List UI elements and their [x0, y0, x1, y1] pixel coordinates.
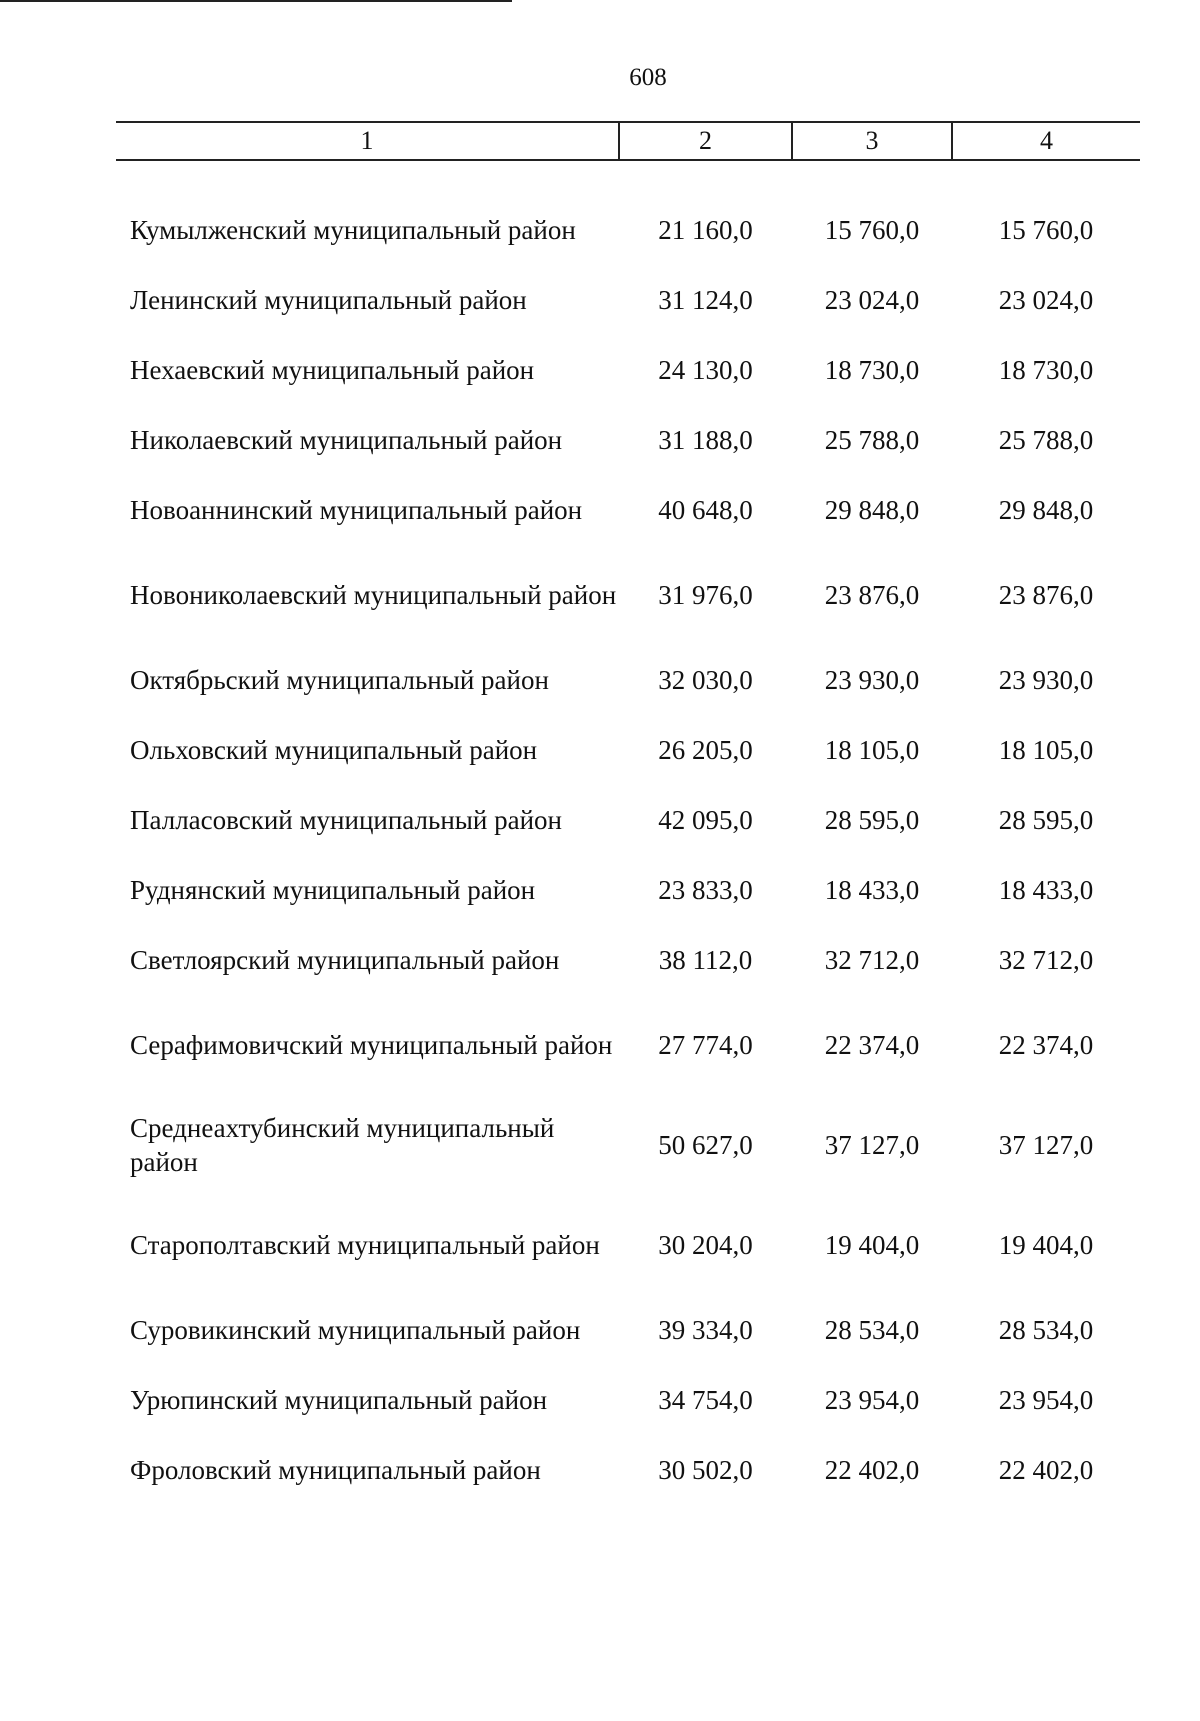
- district-name: Октябрьский муниципальный район: [130, 665, 549, 695]
- value-col-4: 25 788,0: [998, 425, 1094, 455]
- value-col-3: 18 730,0: [824, 355, 920, 385]
- column-header: 3: [792, 122, 952, 160]
- data-table: [116, 121, 1140, 1505]
- column-header: 4: [952, 122, 1140, 160]
- district-name: Палласовский муниципальный район: [130, 805, 562, 835]
- table-row: [116, 715, 1140, 785]
- value-col-2: 21 160,0: [658, 215, 753, 245]
- value-col-4: 18 730,0: [998, 355, 1094, 385]
- value-col-2: 31 124,0: [658, 285, 753, 315]
- value-col-3: 15 760,0: [824, 215, 920, 245]
- table-row: [116, 925, 1140, 995]
- value-col-2: 30 204,0: [658, 1230, 753, 1260]
- value-col-4: 22 374,0: [998, 1030, 1094, 1060]
- value-col-4: 32 712,0: [998, 945, 1094, 975]
- table-row: [116, 335, 1140, 405]
- value-col-2: 27 774,0: [658, 1030, 753, 1060]
- district-name: Светлоярский муниципальный район: [130, 945, 560, 975]
- district-name: Кумылженский муниципальный район: [130, 215, 576, 245]
- table-row: [116, 405, 1140, 475]
- value-col-2: 31 188,0: [658, 425, 753, 455]
- value-col-3: 23 876,0: [824, 580, 920, 610]
- value-col-3: 23 954,0: [824, 1385, 920, 1415]
- district-name: Фроловский муниципальный район: [130, 1455, 541, 1485]
- value-col-3: 19 404,0: [824, 1230, 920, 1260]
- table-row: [116, 995, 1140, 1095]
- value-col-4: 22 402,0: [998, 1455, 1094, 1485]
- value-col-3: 29 848,0: [824, 495, 920, 525]
- district-name: Урюпинский муниципальный район: [130, 1385, 548, 1415]
- table-row: [116, 545, 1140, 645]
- table-row: [116, 785, 1140, 855]
- value-col-4: 23 876,0: [998, 580, 1094, 610]
- value-col-4: 15 760,0: [998, 215, 1094, 245]
- value-col-4: 19 404,0: [998, 1230, 1094, 1260]
- value-col-3: 18 105,0: [824, 735, 920, 765]
- district-name: Руднянский муниципальный район: [130, 875, 536, 905]
- district-name: Николаевский муниципальный район: [130, 425, 563, 455]
- table-row: [116, 1095, 1140, 1195]
- table-row: [116, 265, 1140, 335]
- value-col-3: 22 402,0: [824, 1455, 920, 1485]
- value-col-3: 37 127,0: [824, 1130, 920, 1160]
- value-col-3: 18 433,0: [824, 875, 920, 905]
- table-header-row: [116, 122, 1140, 160]
- value-col-3: 32 712,0: [824, 945, 920, 975]
- value-col-2: 39 334,0: [658, 1315, 753, 1345]
- district-name: Нехаевский муниципальный район: [130, 355, 535, 385]
- value-col-3: 22 374,0: [824, 1030, 920, 1060]
- value-col-2: 23 833,0: [658, 875, 753, 905]
- value-col-2: 26 205,0: [658, 735, 753, 765]
- district-name: Новониколаевский муниципальный район: [130, 580, 617, 610]
- value-col-2: 34 754,0: [658, 1385, 753, 1415]
- value-col-4: 23 954,0: [998, 1385, 1094, 1415]
- value-col-2: 50 627,0: [658, 1130, 753, 1160]
- table-row: [116, 1435, 1140, 1505]
- district-name: Суровикинский муниципальный район: [130, 1315, 581, 1345]
- district-name: Серафимовичский муниципальный район: [130, 1030, 613, 1060]
- value-col-3: 28 595,0: [824, 805, 920, 835]
- value-col-4: 37 127,0: [998, 1130, 1094, 1160]
- district-name: Ольховский муниципальный район: [130, 735, 538, 765]
- column-header: 2: [619, 122, 792, 160]
- column-header: 1: [116, 122, 619, 160]
- value-col-2: 40 648,0: [658, 495, 753, 525]
- value-col-4: 18 433,0: [998, 875, 1094, 905]
- value-col-2: 30 502,0: [658, 1455, 753, 1485]
- value-col-2: 32 030,0: [658, 665, 753, 695]
- value-col-3: 28 534,0: [824, 1315, 920, 1345]
- value-col-2: 38 112,0: [658, 945, 753, 975]
- value-col-2: 42 095,0: [658, 805, 753, 835]
- value-col-4: 18 105,0: [998, 735, 1094, 765]
- value-col-3: 23 930,0: [824, 665, 920, 695]
- district-name: Новоаннинский муниципальный район: [130, 495, 583, 525]
- table-row: [116, 855, 1140, 925]
- value-col-2: 31 976,0: [658, 580, 753, 610]
- value-col-2: 24 130,0: [658, 355, 753, 385]
- value-col-4: 29 848,0: [998, 495, 1094, 525]
- page-number: 608: [629, 64, 667, 91]
- table-row: [116, 645, 1140, 715]
- top-rule: [0, 0, 512, 2]
- district-name: Ленинский муниципальный район: [130, 285, 527, 315]
- value-col-3: 23 024,0: [824, 285, 920, 315]
- value-col-4: 28 595,0: [998, 805, 1094, 835]
- table-row: [116, 195, 1140, 265]
- table-row: [116, 475, 1140, 545]
- value-col-3: 25 788,0: [824, 425, 920, 455]
- value-col-4: 23 024,0: [998, 285, 1094, 315]
- district-name: Среднеахтубинский муниципальный район: [130, 1113, 555, 1177]
- table-row: [116, 1365, 1140, 1435]
- table-row: [116, 1295, 1140, 1365]
- value-col-4: 23 930,0: [998, 665, 1094, 695]
- district-name: Старополтавский муниципальный район: [130, 1230, 600, 1260]
- value-col-4: 28 534,0: [998, 1315, 1094, 1345]
- table-spacer: [116, 160, 1140, 195]
- table-row: [116, 1195, 1140, 1295]
